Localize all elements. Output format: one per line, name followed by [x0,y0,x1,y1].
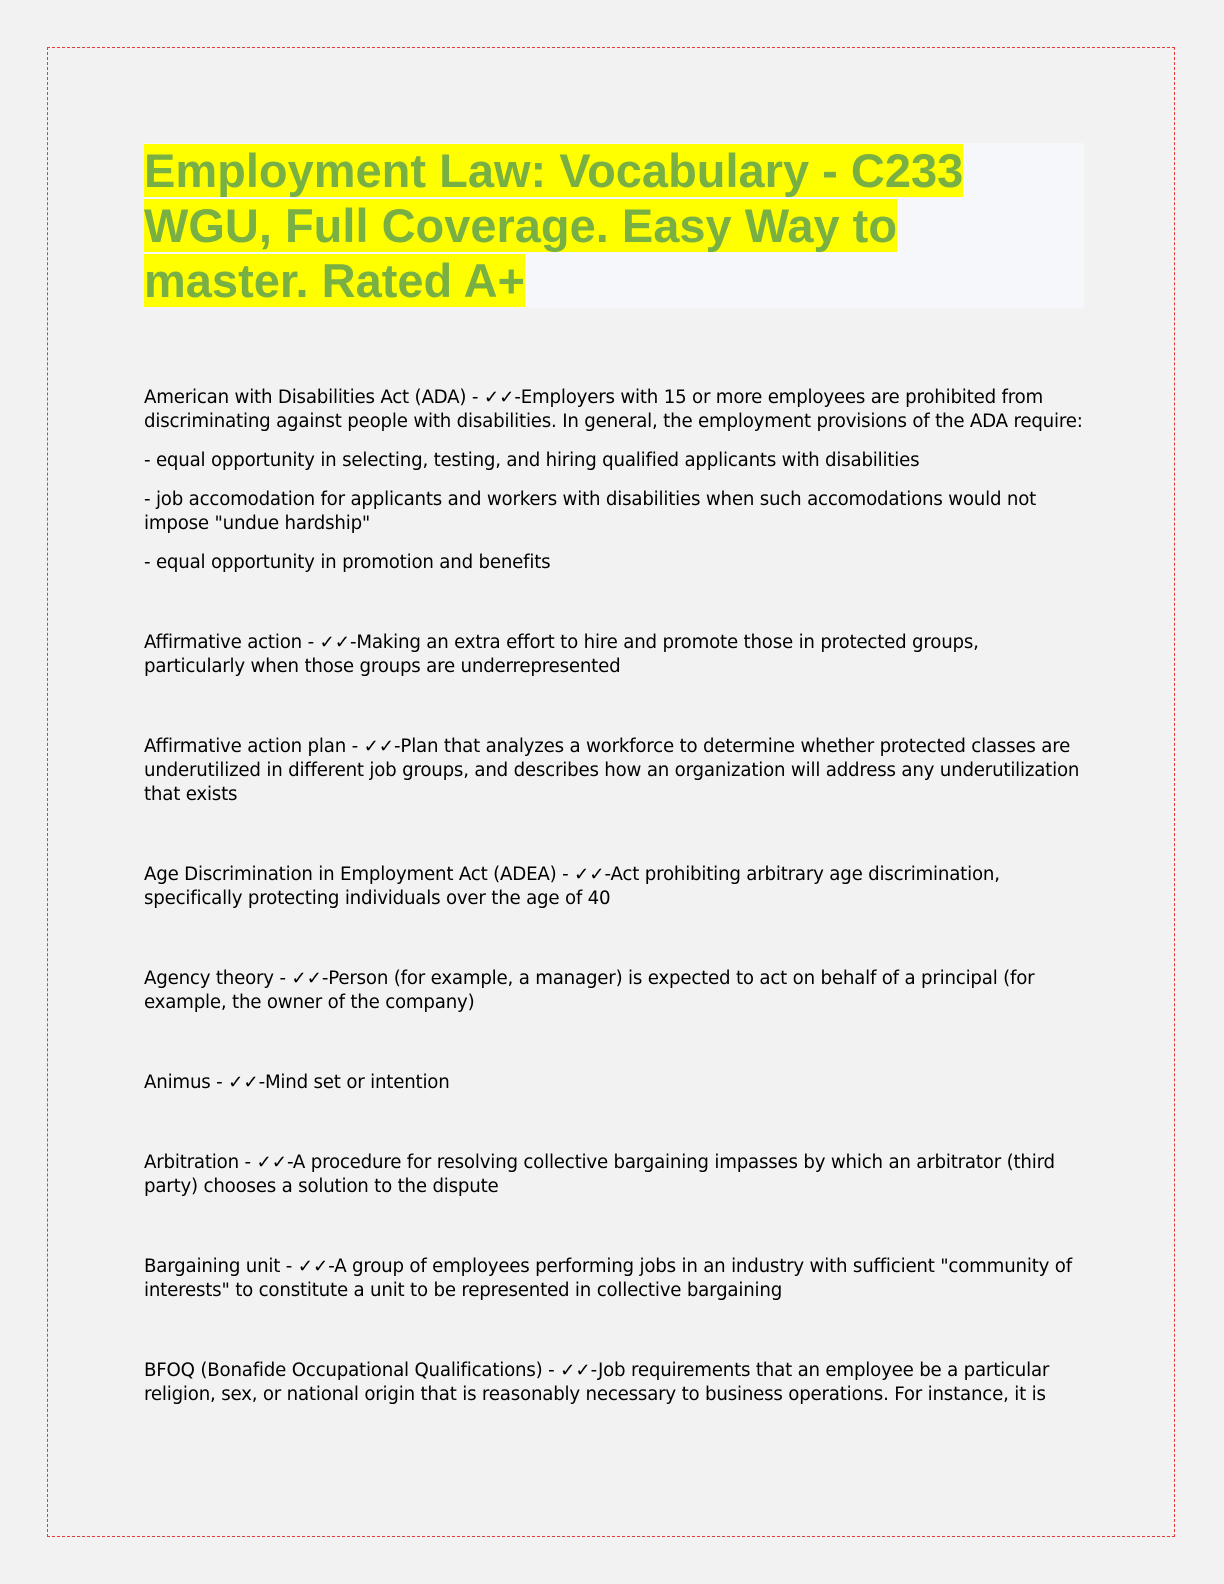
vocab-definition-line [144,1359,1084,1407]
dash: - [286,1152,293,1173]
check-mark-icon: ✓✓ [483,387,515,408]
separator: - [466,387,484,408]
vocab-entry [144,1255,1084,1303]
vocab-definition-line [144,735,1084,807]
vocab-definition: A procedure for resolving collective bargaining impasses by which an arbitrator (third party) chooses a solution to the dispute [144,1152,1055,1197]
vocab-definition: Person (for example, a manager) is expected to act on behalf of a principal (for example, the owner of the company) [144,968,1035,1013]
vocab-sub-point: - job accomodation for applicants and workers with disabilities when such accomodations would not impose "undue hardship" [144,489,1037,534]
vocabulary-list [144,386,1084,1407]
vocab-term: Arbitration [144,1152,239,1173]
vocab-definition-line [144,863,1084,911]
dash: - [258,1072,265,1093]
separator: - [556,864,575,885]
check-mark-icon: ✓✓ [228,1072,259,1093]
check-mark-icon: ✓✓ [363,736,395,757]
vocab-entry [144,631,1084,679]
vocab-definition-line [144,1255,1084,1303]
vocab-sub-point: - equal opportunity in promotion and benefits [144,552,551,573]
vocab-entry [144,1151,1084,1199]
check-mark-icon: ✓✓ [574,864,605,885]
vocab-entry [144,863,1084,911]
title-block [144,143,1084,308]
vocab-term: BFOQ (Bonafide Occupational Qualifications) [144,1360,543,1381]
document-title [144,143,1004,308]
check-mark-icon: ✓✓ [560,1360,591,1381]
vocab-definition: Making an extra effort to hire and promote those in protected groups, particularly when those groups are underrepresented [144,632,979,677]
check-mark-icon: ✓✓ [319,632,350,653]
dash: - [514,387,521,408]
vocab-definition: A group of employees performing jobs in an industry with sufficient "community of interests" to constitute a unit to be represented in collective bargaining [144,1256,1072,1301]
dash: - [350,632,357,653]
vocab-term: Affirmative action [144,632,302,653]
vocab-term: American with Disabilities Act (ADA) [144,387,467,408]
vocab-definition: Job requirements that an employee be a particular religion, sex, or national origin that is reasonably necessary to business operations. For instance, it is [144,1360,1050,1405]
separator: - [238,1152,257,1173]
dash: - [328,1256,335,1277]
vocab-term: Affirmative action plan [144,736,347,757]
vocab-entry [144,1071,1084,1095]
separator: - [542,1360,561,1381]
separator: - [273,968,292,989]
vocab-definition-line [144,386,1084,434]
vocab-definition-line [144,1071,1084,1095]
vocab-definition: Act prohibiting arbitrary age discrimination, specifically protecting individuals over the age of 40 [144,864,1000,909]
vocab-entry [144,967,1084,1015]
dash: - [321,968,329,989]
vocab-entry [144,735,1084,807]
dash: - [604,864,611,885]
vocab-entry [144,1359,1084,1407]
separator: - [301,632,320,653]
vocab-entry [144,386,1084,575]
check-mark-icon: ✓✓ [297,1256,329,1277]
vocab-definition: Employers with 15 or more employees are prohibited from discriminating against people with disabilities. In general, the employment provisions of the ADA require: [144,387,1083,432]
vocab-term: Bargaining unit [144,1256,281,1277]
check-mark-icon: ✓✓ [291,968,322,989]
check-mark-icon: ✓✓ [256,1152,287,1173]
separator: - [346,736,364,757]
vocab-definition: Mind set or intention [264,1072,450,1093]
vocab-term: Age Discrimination in Employment Act (ADEA) [144,864,557,885]
vocab-sub-point: - equal opportunity in selecting, testing, and hiring qualified applicants with disabilities [144,450,920,471]
vocab-definition-line [144,967,1084,1015]
dash: - [394,736,401,757]
vocab-definition-line [144,631,1084,679]
vocab-definition-line [144,1151,1084,1199]
title-highlight: Employment Law: Vocabulary - C233 WGU, Full Coverage. Easy Way to master. Rated A+ [144,144,964,307]
dash: - [590,1360,598,1381]
separator: - [210,1072,229,1093]
vocab-term: Agency theory [144,968,274,989]
vocab-term: Animus [144,1072,211,1093]
separator: - [280,1256,298,1277]
vocab-definition: Plan that analyzes a workforce to determine whether protected classes are underutilized in different job groups, and describes how an organization will address any underutilization that exists [144,736,1080,805]
